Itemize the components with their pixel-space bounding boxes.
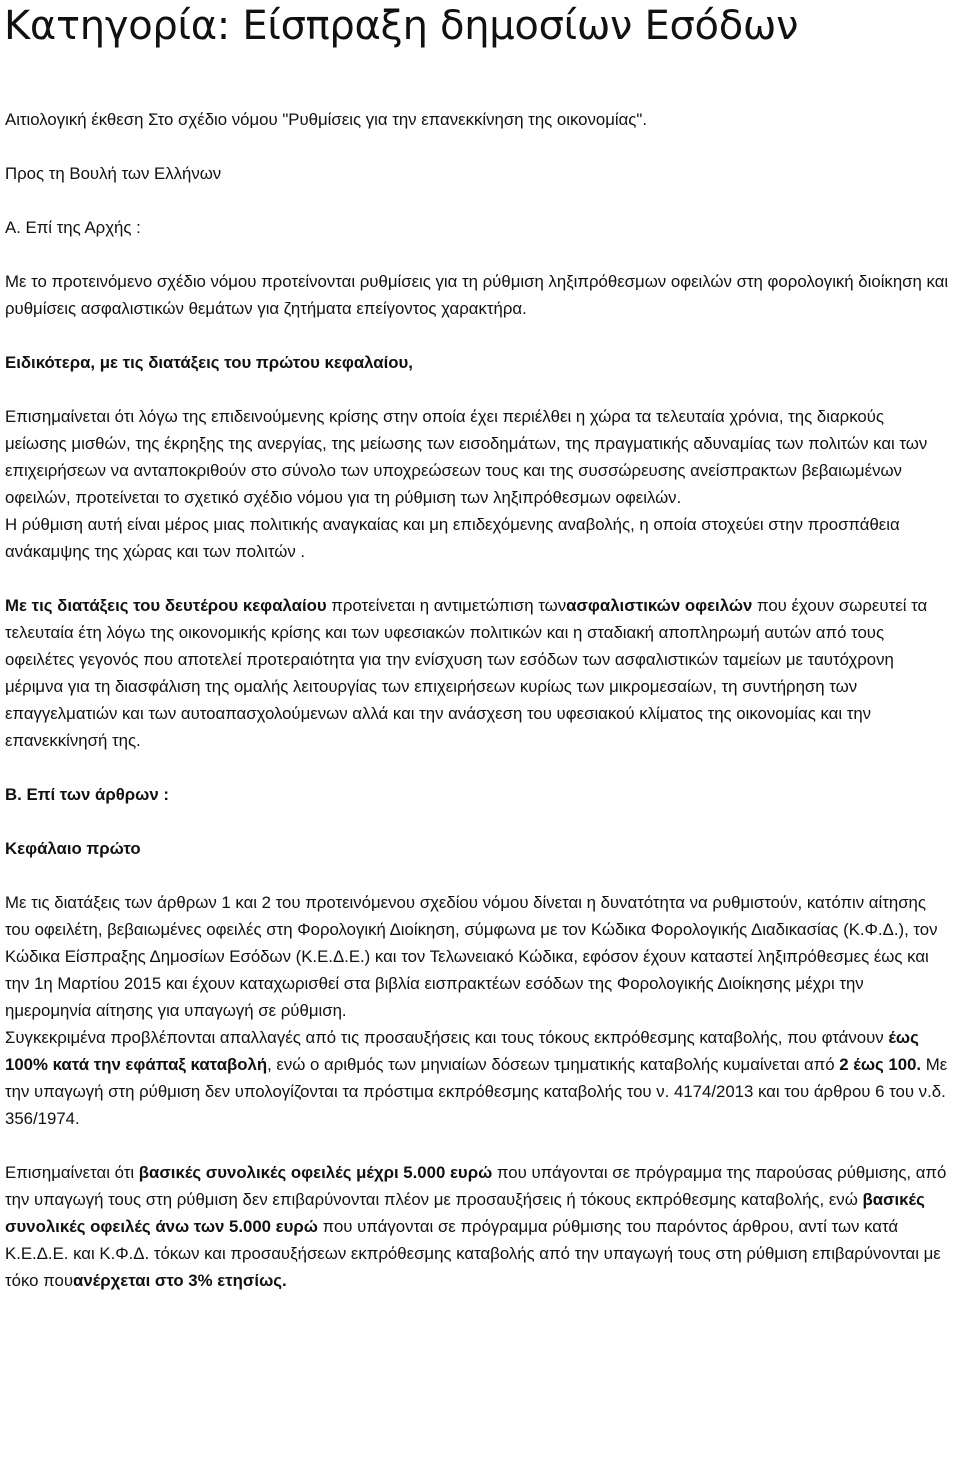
bold-text: 2 έως 100. (839, 1055, 922, 1074)
bold-text: βασικές συνολικές οφειλές μέχρι 5.000 ευρώ (138, 1163, 493, 1182)
addressee: Προς τη Βουλή των Ελλήνων (5, 164, 222, 183)
text-span: Με την υπαγωγή στη ρύθμιση δεν υπολογίζονται τα πρόστιμα εκπρόθεσμης καταβολής του ν. 4174/2013 και του άρθρου 6 του ν.δ. 356/1974. (5, 1055, 948, 1128)
first-chapter-heading (5, 349, 950, 376)
intro-paragraph: Με το προτεινόμενο σχέδιο νόμου προτείνονται ρυθμίσεις για τη ρύθμιση ληξιπρόθεσμων οφειλών στη φορολογική διοίκηση και ρυθμίσεις ασφαλιστικών θεμάτων για ζητήματα επείγοντος χαρακτήρα. (5, 272, 949, 318)
text-span: που υπάγονται σε πρόγραμμα της παρούσας ρύθμισης, από την υπαγωγή τους στη ρύθμιση δεν επιβαρύνονται πλέον με προσαυξήσεις ή τόκους εκπρόθεσμης καταβολής, ενώ (5, 1163, 947, 1209)
articles-paragraph: Με τις διατάξεις των άρθρων 1 και 2 του προτεινόμενου σχεδίου νόμου δίνεται η δυνατότητα να ρυθμιστούν, κατόπιν αίτησης του οφειλέτη, βεβαιωμένες οφειλές στη Φορολογική Διοίκηση, σύμφωνα με τον Κώδικα Φορολογικής Διαδικασίας (Κ.Φ.Δ.), τον Κώδικα Είσπραξης Δημοσίων Εσόδων (Κ.Ε.Δ.Ε.) και τον Τελωνειακό Κώδικα, εφόσον έχουν καταστεί ληξιπρόθεσμες έως και την 1η Μαρτίου 2015 και έχουν καταχωρισθεί στα βιβλία εισπρακτέων εσόδων της Φορολογικής Διοίκησης μέχρι την ημερομηνία αίτησης για υπαγωγή σε ρύθμιση. (5, 893, 938, 1020)
section-a-heading: Α. Επί της Αρχής : (5, 218, 141, 237)
bold-text: Με τις διατάξεις του δευτέρου κεφαλαίου (5, 596, 327, 615)
bold-text: έως 100% κατά την εφάπαξ καταβολή (5, 1028, 919, 1074)
text-span: Επισημαίνεται ότι (5, 1163, 139, 1182)
bold-text: ανέρχεται στο 3% ετησίως. (73, 1271, 287, 1290)
text-span: που υπάγονται σε πρόγραμμα ρύθμισης του παρόντος άρθρου, αντί των κατά Κ.Ε.Δ.Ε. και Κ.Φ.Δ. τόκων και προσαυξήσεων εκπρόθεσμης καταβολής από την υπαγωγή τους στη ρύθμιση επιβαρύνονται με τόκο που (5, 1217, 941, 1290)
first-chapter-heading-text: Ειδικότερα, με τις διατάξεις του πρώτου κεφαλαίου, (5, 353, 413, 372)
text-span: προτείνεται η αντιμετώπιση των (326, 596, 567, 615)
exemptions-paragraph (5, 1024, 950, 1132)
second-chapter-paragraph (5, 592, 950, 754)
policy-paragraph: Η ρύθμιση αυτή είναι μέρος μιας πολιτικής αναγκαίας και μη επιδεχόμενης αναβολής, η οποία στοχεύει στην προσπάθεια ανάκαμψης της χώρας και των πολιτών . (5, 515, 900, 561)
text-span: , ενώ ο αριθμός των μηνιαίων δόσεων τμηματικής καταβολής κυμαίνεται από (267, 1055, 840, 1074)
document-body (5, 106, 950, 1294)
crisis-paragraph: Επισημαίνεται ότι λόγω της επιδεινούμενης κρίσης στην οποία έχει περιέλθει η χώρα τα τελευταία χρόνια, της διαρκούς μείωσης μισθών, της έκρηξης της ανεργίας, της μείωσης των εισοδημάτων, της πραγματικής αδυναμίας των πολιτών και των επιχειρήσεων να ανταποκριθούν στο σύνολο των υποχρεώσεων τους και της συσσώρευσης ανείσπρακτων βεβαιωμένων οφειλών, προτείνεται το σχετικό σχέδιο νόμου για τη ρύθμιση των ληξιπρόθεσμων οφειλών. (5, 407, 928, 507)
page-title: Κατηγορία: Είσπραξη δημοσίων Εσόδων (4, 3, 799, 49)
chapter-one-heading-text: Κεφάλαιο πρώτο (5, 839, 141, 858)
section-b-heading-text: Β. Επί των άρθρων : (5, 785, 169, 804)
report-heading: Αιτιολογική έκθεση Στο σχέδιο νόμου "Ρυθμίσεις για την επανεκκίνηση της οικονομίας". (5, 110, 648, 129)
section-b-heading (5, 781, 950, 808)
chapter-one-heading (5, 835, 950, 862)
text-span: Συγκεκριμένα προβλέπονται απαλλαγές από τις προσαυξήσεις και τους τόκους εκπρόθεσμης καταβολής, που φτάνουν (5, 1028, 889, 1047)
thresholds-paragraph (5, 1159, 950, 1294)
bold-text: ασφαλιστικών οφειλών (566, 596, 753, 615)
text-span: που έχουν σωρευτεί τα τελευταία έτη λόγω της οικονομικής κρίσης και των υφεσιακών πολιτικών και η σταδιακή αποπληρωμή αυτών από τους οφειλέτες γεγονός που αποτελεί προτεραιότητα για την ενίσχυση των εσόδων των ασφαλιστικών ταμείων με ταυτόχρονη μέριμνα για τη διασφάλιση της ομαλής λειτουργίας των επιχειρήσεων κυρίως των μικρομεσαίων, τη συντήρηση των επαγγελματιών και των αυτοαπασχολούμενων αλλά και την ανάσχεση του υφεσιακού κλίματος της οικονομίας και την επανεκκίνησή της. (5, 596, 928, 750)
bold-text: βασικές συνολικές οφειλές άνω των 5.000 ευρώ (5, 1190, 925, 1236)
